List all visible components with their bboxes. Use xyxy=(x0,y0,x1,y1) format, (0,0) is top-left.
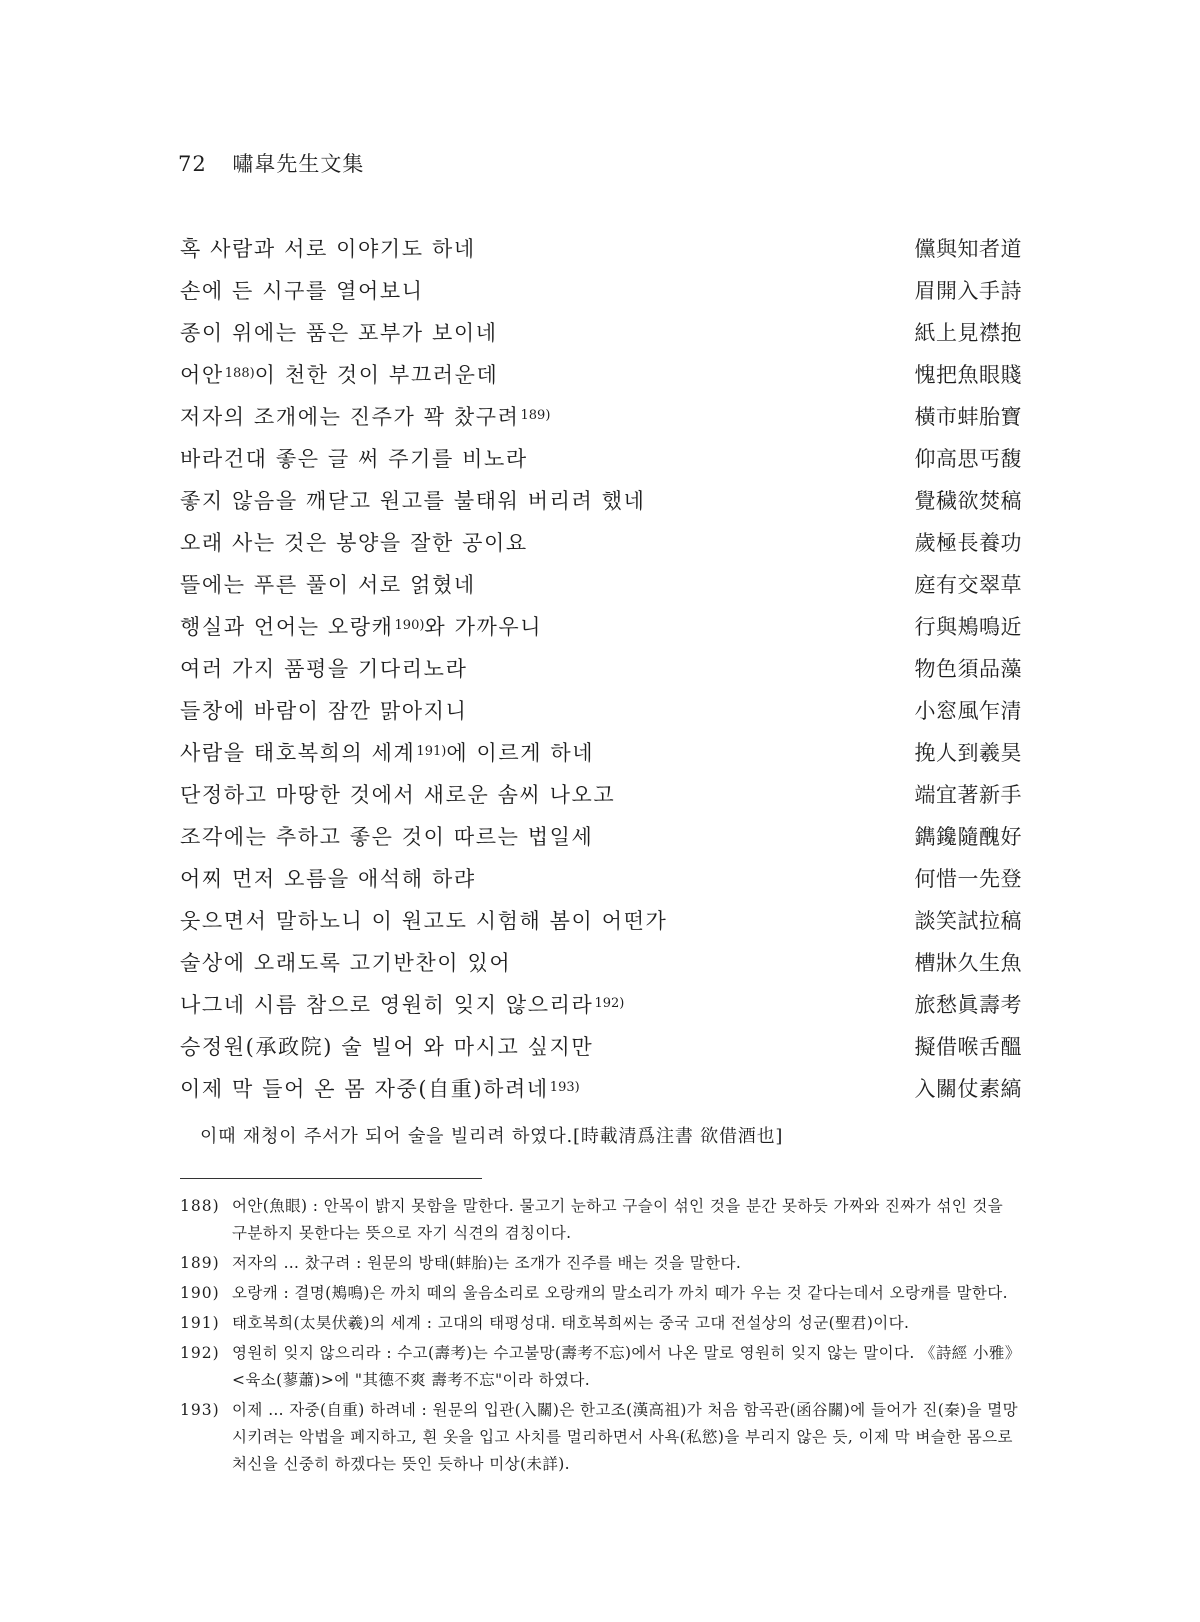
poem-line-korean xyxy=(180,359,498,389)
poem-line-korean xyxy=(180,653,467,683)
poem-line xyxy=(180,569,1022,611)
footnote-text: 태호복희(太昊伏羲)의 세계 : 고대의 태평성대. 태호복희씨는 중국 고대 전설상의 성군(聖君)이다. xyxy=(232,1314,910,1332)
korean-text: 승정원(承政院) 술 빌어 와 마시고 싶지만 xyxy=(180,1035,594,1059)
footnote-number: 192) xyxy=(180,1344,220,1362)
poem-line-hanja: 入關仗素縞 xyxy=(914,1077,1022,1101)
korean-text: 행실과 언어는 오랑캐 xyxy=(180,615,394,639)
footnote-number: 193) xyxy=(180,1401,220,1419)
footnote-text: 이제 … 자중(自重) 하려네 : 원문의 입관(入關)은 한고조(漢高祖)가 처음 함곡관(函谷關)에 들어가 진(秦)을 멸망시키려는 악법을 폐지하고, 흰 옷을 입고 사치를 멀리하면서 사욕(私慾)을 부리지 않은 듯, 이제 막 벼슬한 몸으로 처신을 신중히 하겠다는 뜻인 듯하나 미상(未詳). xyxy=(232,1401,1019,1473)
poem-line xyxy=(180,863,1022,905)
poem-line-hanja: 小窓風乍清 xyxy=(914,699,1022,723)
poem-line-hanja: 旅愁眞壽考 xyxy=(914,993,1022,1017)
korean-text: 웃으면서 말하노니 이 원고도 시험해 봄이 어떤가 xyxy=(180,909,668,933)
footnote xyxy=(180,1340,1022,1394)
poem-line-hanja: 鐫鑱隨醜好 xyxy=(914,825,1022,849)
poem-line-korean xyxy=(180,1073,580,1103)
korean-text-continued: 와 가까우니 xyxy=(424,615,543,639)
korean-text: 종이 위에는 품은 포부가 보이네 xyxy=(180,321,498,345)
korean-text: 바라건대 좋은 글 써 주기를 비노라 xyxy=(180,447,528,471)
book-title: 嘯皐先生文集 xyxy=(232,152,365,176)
footnote-text: 영원히 잊지 않으리라 : 수고(壽考)는 수고불망(壽考不忘)에서 나온 말로 영원히 잊지 않는 말이다. 《詩經 小雅》 <육소(蓼蕭)>에 "其德不爽 壽考不忘"이라 하였다. xyxy=(232,1344,1021,1389)
poem-line-hanja: 庭有交翠草 xyxy=(914,573,1022,597)
korean-text: 단정하고 마땅한 것에서 새로운 솜씨 나오고 xyxy=(180,783,616,807)
footnote-text: 어안(魚眼) : 안목이 밝지 못함을 말한다. 물고기 눈하고 구슬이 섞인 것을 분간 못하듯 가짜와 진짜가 섞인 것을 구분하지 못한다는 뜻으로 자기 식견의 겸칭이다. xyxy=(232,1197,1004,1242)
poem-line xyxy=(180,359,1022,401)
poem-line-korean xyxy=(180,947,511,977)
poem-line-korean xyxy=(180,275,424,305)
poem-line-hanja: 擬借喉舌醞 xyxy=(914,1035,1022,1059)
korean-text: 혹 사람과 서로 이야기도 하네 xyxy=(180,237,476,261)
poem-line-korean xyxy=(180,989,624,1019)
poem-line-hanja: 歲極長養功 xyxy=(914,531,1022,555)
poem-line xyxy=(180,527,1022,569)
poem-line-korean xyxy=(180,317,498,347)
poem-line-hanja: 端宜著新手 xyxy=(914,783,1022,807)
footnote-divider xyxy=(180,1178,482,1179)
page-number: 72 xyxy=(178,152,207,176)
poem-line xyxy=(180,989,1022,1031)
poem-line xyxy=(180,233,1022,275)
poem-line xyxy=(180,821,1022,863)
korean-text: 이제 막 들어 온 몸 자중(自重)하려네 xyxy=(180,1077,549,1101)
korean-text: 어찌 먼저 오름을 애석해 하랴 xyxy=(180,867,476,891)
footnote-ref: 189) xyxy=(520,408,551,423)
poem-line-korean xyxy=(180,905,667,935)
poem-line xyxy=(180,611,1022,653)
footnote-number: 190) xyxy=(180,1284,220,1302)
footnote xyxy=(180,1397,1022,1478)
poem-line-hanja: 橫市蚌胎寶 xyxy=(914,405,1022,429)
footnote-ref: 190) xyxy=(394,618,425,633)
korean-text: 저자의 조개에는 진주가 꽉 찼구려 xyxy=(180,405,520,429)
poem-line-hanja: 眉開入手詩 xyxy=(914,279,1022,303)
poem-line-hanja: 槽牀久生魚 xyxy=(914,951,1022,975)
poem-line-hanja: 談笑試拉稿 xyxy=(914,909,1022,933)
footnotes xyxy=(180,1193,1022,1481)
poem-line xyxy=(180,1031,1022,1073)
poem-line-korean xyxy=(180,401,550,431)
poem-line-korean xyxy=(180,485,645,515)
poem-line-korean xyxy=(180,233,476,263)
poem-line-korean xyxy=(180,569,476,599)
poem-line xyxy=(180,443,1022,485)
poem-line-korean xyxy=(180,695,467,725)
poem-line xyxy=(180,485,1022,527)
korean-text: 사람을 태호복희의 세계 xyxy=(180,741,416,765)
poem-line xyxy=(180,737,1022,779)
korean-text: 나그네 시름 참으로 영원히 잊지 않으리라 xyxy=(180,993,594,1017)
poem-annotation: 이때 재청이 주서가 되어 술을 빌리려 하였다.[時載清爲注書 欲借酒也] xyxy=(200,1126,784,1147)
footnote-ref: 192) xyxy=(594,996,625,1011)
poem-line-hanja: 愧把魚眼賤 xyxy=(914,363,1022,387)
poem xyxy=(180,233,1022,1115)
poem-line-korean xyxy=(180,737,594,767)
korean-text-continued: 이 천한 것이 부끄러운데 xyxy=(254,363,499,387)
footnote xyxy=(180,1310,1022,1337)
poem-line-hanja: 儻與知者道 xyxy=(914,237,1022,261)
poem-line-hanja: 仰高思丐馥 xyxy=(914,447,1022,471)
poem-line xyxy=(180,317,1022,359)
poem-line-korean xyxy=(180,527,528,557)
poem-line xyxy=(180,275,1022,317)
footnote xyxy=(180,1193,1022,1247)
footnote xyxy=(180,1280,1022,1307)
footnote-number: 189) xyxy=(180,1254,220,1272)
korean-text: 손에 든 시구를 열어보니 xyxy=(180,279,424,303)
korean-text: 좋지 않음을 깨닫고 원고를 불태워 버리려 했네 xyxy=(180,489,646,513)
poem-line xyxy=(180,947,1022,989)
korean-text: 오래 사는 것은 봉양을 잘한 공이요 xyxy=(180,531,528,555)
footnote-ref: 191) xyxy=(416,744,447,759)
korean-text: 들창에 바람이 잠깐 맑아지니 xyxy=(180,699,468,723)
footnote-number: 188) xyxy=(180,1197,220,1215)
poem-line-korean xyxy=(180,863,476,893)
poem-line xyxy=(180,653,1022,695)
poem-line xyxy=(180,1073,1022,1115)
footnote-text: 오랑캐 : 결명(鴂鳴)은 까치 떼의 울음소리로 오랑캐의 말소리가 까치 떼가 우는 것 같다는데서 오랑캐를 말한다. xyxy=(232,1284,1008,1302)
poem-line-korean xyxy=(180,443,528,473)
poem-line xyxy=(180,401,1022,443)
poem-line-korean xyxy=(180,1031,593,1061)
poem-line xyxy=(180,779,1022,821)
poem-line-korean xyxy=(180,779,615,809)
poem-line-hanja: 物色須品藻 xyxy=(914,657,1022,681)
poem-line-korean xyxy=(180,611,542,641)
footnote-ref: 193) xyxy=(549,1080,580,1095)
korean-text: 술상에 오래도록 고기반찬이 있어 xyxy=(180,951,512,975)
korean-text: 조각에는 추하고 좋은 것이 따르는 법일세 xyxy=(180,825,594,849)
poem-line-hanja: 行與鴂鳴近 xyxy=(914,615,1022,639)
poem-line-hanja: 何惜一先登 xyxy=(914,867,1022,891)
footnote xyxy=(180,1250,1022,1277)
korean-text-continued: 에 이르게 하네 xyxy=(446,741,595,765)
korean-text: 여러 가지 품평을 기다리노라 xyxy=(180,657,468,681)
footnote-ref: 188) xyxy=(224,366,255,381)
korean-text: 뜰에는 푸른 풀이 서로 얽혔네 xyxy=(180,573,476,597)
poem-line-korean xyxy=(180,821,593,851)
poem-line xyxy=(180,695,1022,737)
page-header xyxy=(178,148,364,178)
footnote-number: 191) xyxy=(180,1314,220,1332)
poem-line xyxy=(180,905,1022,947)
poem-line-hanja: 覺穢欲焚稿 xyxy=(914,489,1022,513)
korean-text: 어안 xyxy=(180,363,224,387)
footnote-text: 저자의 … 찼구려 : 원문의 방태(蚌胎)는 조개가 진주를 배는 것을 말한다. xyxy=(232,1254,742,1272)
poem-line-hanja: 紙上見襟抱 xyxy=(914,321,1022,345)
poem-line-hanja: 挽人到羲昊 xyxy=(914,741,1022,765)
